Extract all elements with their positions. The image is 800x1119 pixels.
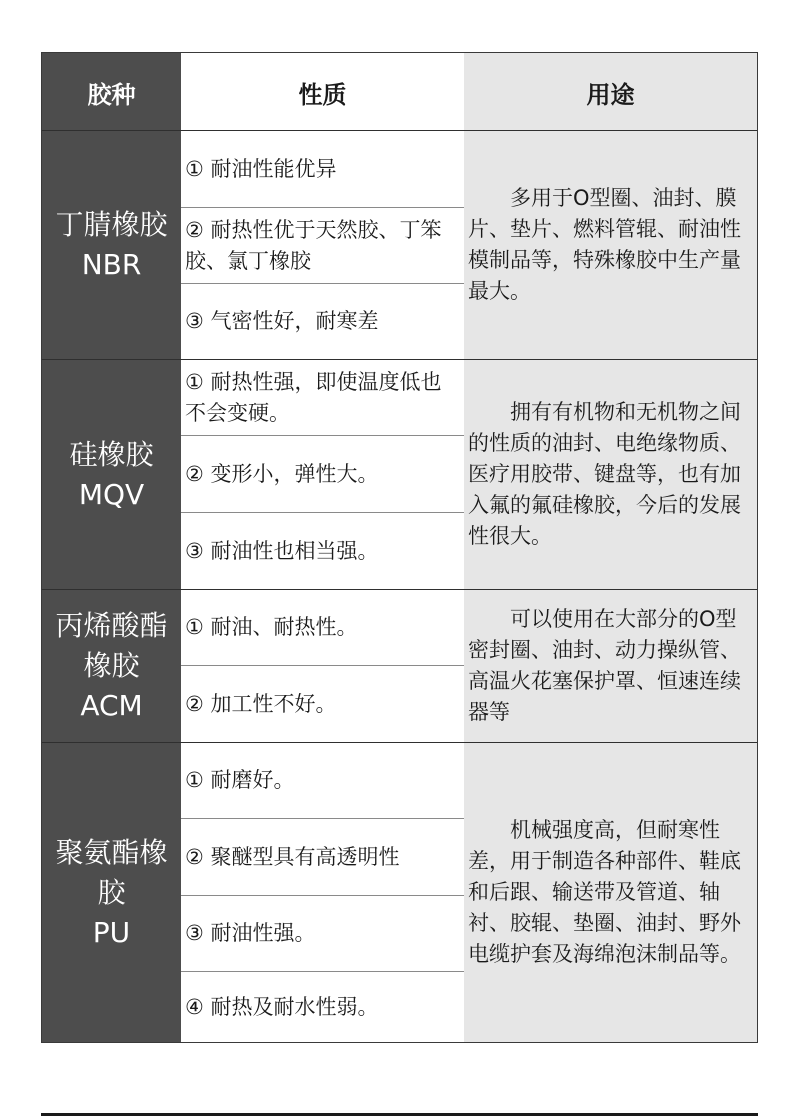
property-text: ① 耐热性强，即使温度低也不会变硬。	[185, 369, 442, 425]
property-cell	[181, 360, 464, 435]
usage-cell	[464, 590, 757, 742]
rubber-name-mqv	[42, 360, 181, 589]
rubber-name-line: 丁腈橡胶	[55, 208, 168, 241]
header-type: 胶种	[87, 80, 136, 109]
property-cell	[181, 819, 464, 895]
rubber-name-line: 聚氨酯橡	[55, 835, 168, 869]
property-cell	[181, 972, 464, 1042]
usage-text: 多用于O型圈、油封、膜片、垫片、燃料管辊、耐油性模制品等，特殊橡胶中生产量最大。	[468, 186, 741, 303]
property-text: ② 聚醚型具有高透明性	[185, 844, 400, 869]
property-text: ② 加工性不好。	[185, 691, 337, 716]
usage-text: 拥有有机物和无机物之间的性质的油封、电绝缘物质、医疗用胶带、键盘等，也有加入氟的氟硅橡胶，今后的发展性很大。	[468, 400, 741, 548]
property-cell	[181, 208, 464, 283]
bottom-rule	[41, 1113, 758, 1116]
header-property: 性质	[298, 80, 347, 109]
rubber-name-line: 丙烯酸酯	[55, 609, 168, 642]
property-cell	[181, 436, 464, 512]
header-usage: 用途	[586, 80, 635, 109]
usage-cell	[464, 743, 757, 1042]
property-text: ② 耐热性优于天然胶、丁笨胶、氯丁橡胶	[185, 217, 442, 273]
property-cell	[181, 513, 464, 589]
property-text: ③ 气密性好，耐寒差	[185, 309, 379, 333]
property-cell	[181, 131, 464, 207]
property-cell	[181, 743, 464, 818]
rubber-code: ACM	[80, 689, 143, 722]
property-text: ① 耐油、耐热性。	[185, 615, 358, 639]
property-text: ① 耐磨好。	[185, 768, 295, 792]
property-text: ④ 耐热及耐水性弱。	[185, 994, 379, 1019]
usage-text: 机械强度高，但耐寒性差，用于制造各种部件、鞋底和后跟、输送带及管道、轴衬、胶辊、垫圈、油封、野外电缆护套及海绵泡沫制品等。	[468, 818, 741, 966]
property-cell	[181, 666, 464, 742]
property-text: ① 耐油性能优异	[185, 156, 337, 181]
property-text: ③ 耐油性也相当强。	[185, 538, 379, 563]
rubber-table	[41, 52, 758, 1043]
rubber-name-line: 胶	[97, 875, 126, 909]
rubber-code: NBR	[81, 248, 142, 281]
property-cell	[181, 590, 464, 665]
usage-cell	[464, 360, 757, 589]
rubber-code: MQV	[78, 477, 145, 511]
rubber-name-nbr	[42, 131, 181, 359]
property-cell	[181, 896, 464, 971]
usage-cell	[464, 131, 757, 359]
usage-text: 可以使用在大部分的O型密封圈、油封、动力操纵管、高温火花塞保护罩、恒速连续器等	[468, 607, 741, 724]
rubber-code: PU	[92, 915, 131, 949]
property-text: ③ 耐油性强。	[185, 921, 316, 945]
property-cell	[181, 284, 464, 359]
rubber-name-line: 硅橡胶	[69, 437, 154, 471]
rubber-name-acm	[42, 590, 181, 742]
rubber-name-pu	[42, 743, 181, 1042]
property-text: ② 变形小，弹性大。	[185, 461, 379, 486]
rubber-name-line: 橡胶	[83, 649, 140, 682]
